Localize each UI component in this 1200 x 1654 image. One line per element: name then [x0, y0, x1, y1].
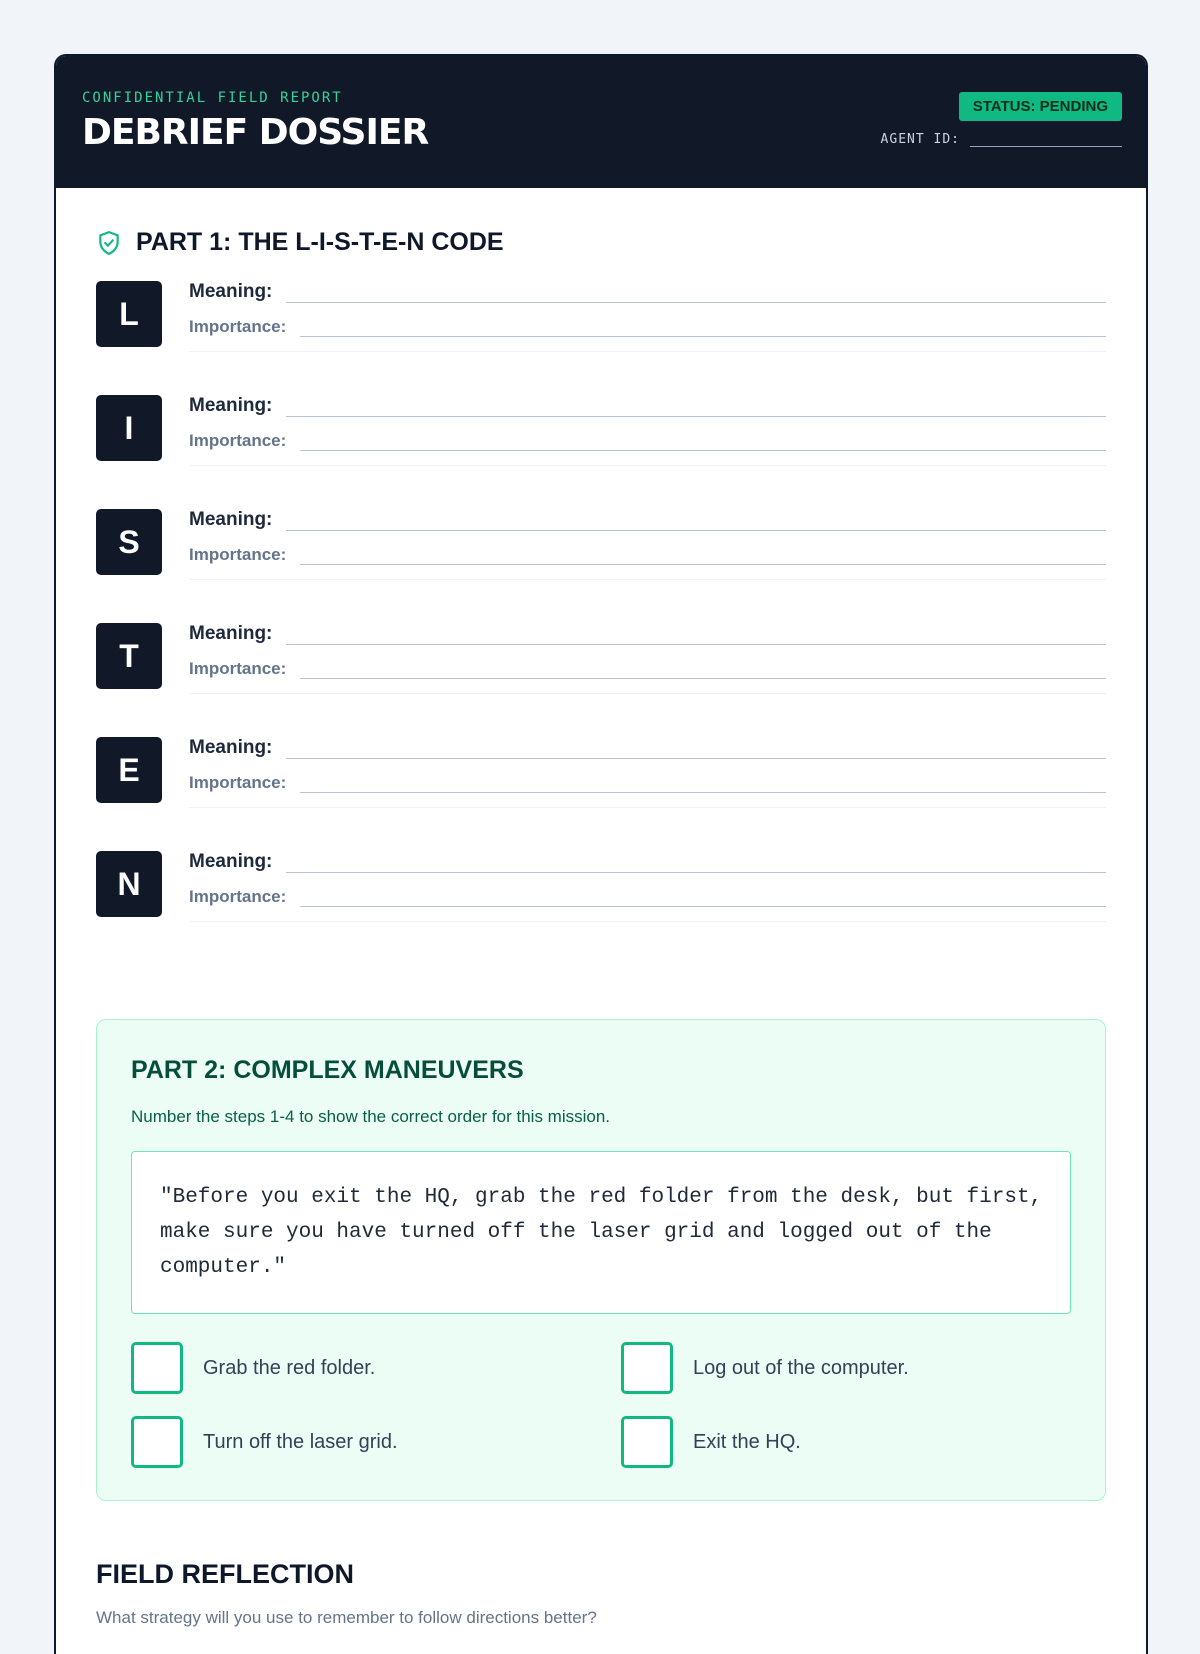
step-label: Grab the red folder.	[203, 1356, 376, 1379]
importance-field[interactable]	[189, 887, 1106, 907]
dossier-header	[56, 56, 1146, 188]
code-row	[96, 737, 1106, 851]
importance-input-line[interactable]	[300, 551, 1106, 565]
dossier-card	[54, 54, 1148, 1654]
step-item	[131, 1342, 581, 1394]
importance-label: Importance:	[189, 887, 287, 906]
importance-input-line[interactable]	[300, 893, 1106, 907]
meaning-label: Meaning:	[189, 395, 273, 416]
meaning-field[interactable]	[189, 623, 1106, 645]
importance-field[interactable]	[189, 431, 1106, 451]
meaning-input-line[interactable]	[286, 517, 1106, 531]
code-fields	[189, 851, 1106, 922]
report-eyebrow: CONFIDENTIAL FIELD REPORT	[82, 90, 343, 106]
code-row	[96, 395, 1106, 509]
agent-id-input-line[interactable]	[970, 135, 1122, 147]
code-letter: I	[96, 395, 162, 461]
code-fields	[189, 281, 1106, 352]
meaning-label: Meaning:	[189, 623, 273, 644]
step-label: Log out of the computer.	[693, 1356, 909, 1379]
meaning-field[interactable]	[189, 851, 1106, 873]
reflection-question: What strategy will you use to remember to follow directions better?	[96, 1608, 597, 1627]
importance-field[interactable]	[189, 659, 1106, 679]
step-number-box[interactable]	[621, 1416, 673, 1468]
meaning-input-line[interactable]	[286, 745, 1106, 759]
code-row	[96, 851, 1106, 965]
meaning-input-line[interactable]	[286, 403, 1106, 417]
importance-input-line[interactable]	[300, 665, 1106, 679]
code-row	[96, 281, 1106, 395]
code-fields	[189, 395, 1106, 466]
page-title: DEBRIEF DOSSIER	[82, 112, 429, 153]
meaning-label: Meaning:	[189, 737, 273, 758]
importance-field[interactable]	[189, 773, 1106, 793]
meaning-field[interactable]	[189, 395, 1106, 417]
status-badge: STATUS: PENDING	[959, 92, 1122, 121]
code-fields	[189, 737, 1106, 808]
part1-title: PART 1: THE L-I-S-T-E-N CODE	[136, 228, 504, 256]
part2-instruction: Number the steps 1-4 to show the correct order for this mission.	[131, 1107, 611, 1126]
agent-id-label: AGENT ID:	[880, 132, 960, 147]
dossier-body	[56, 188, 1146, 1628]
code-letter: T	[96, 623, 162, 689]
importance-input-line[interactable]	[300, 779, 1106, 793]
step-item	[621, 1342, 1071, 1394]
mission-quote: "Before you exit the HQ, grab the red folder from the desk, but first, make sure you have turned off the laser grid and logged out of the computer."	[131, 1151, 1071, 1314]
meaning-field[interactable]	[189, 281, 1106, 303]
importance-label: Importance:	[189, 431, 287, 450]
importance-label: Importance:	[189, 317, 287, 336]
meaning-field[interactable]	[189, 737, 1106, 759]
meaning-input-line[interactable]	[286, 631, 1106, 645]
step-number-box[interactable]	[131, 1342, 183, 1394]
part2-title: PART 2: COMPLEX MANEUVERS	[131, 1056, 524, 1084]
meaning-label: Meaning:	[189, 851, 273, 872]
listen-code-list	[96, 281, 1106, 965]
importance-label: Importance:	[189, 659, 287, 678]
shield-check-icon	[96, 230, 122, 256]
step-label: Turn off the laser grid.	[203, 1430, 398, 1453]
meaning-label: Meaning:	[189, 509, 273, 530]
step-label: Exit the HQ.	[693, 1430, 801, 1453]
agent-id-field[interactable]	[881, 132, 1122, 147]
importance-field[interactable]	[189, 317, 1106, 337]
step-item	[131, 1416, 581, 1468]
part2-panel	[96, 1019, 1106, 1501]
reflection-title: FIELD REFLECTION	[96, 1559, 354, 1589]
importance-input-line[interactable]	[300, 323, 1106, 337]
step-number-box[interactable]	[131, 1416, 183, 1468]
importance-input-line[interactable]	[300, 437, 1106, 451]
meaning-label: Meaning:	[189, 281, 273, 302]
part1-heading	[96, 228, 1106, 257]
step-number-box[interactable]	[621, 1342, 673, 1394]
code-fields	[189, 623, 1106, 694]
code-fields	[189, 509, 1106, 580]
code-row	[96, 509, 1106, 623]
step-item	[621, 1416, 1071, 1468]
code-letter: E	[96, 737, 162, 803]
importance-label: Importance:	[189, 545, 287, 564]
meaning-input-line[interactable]	[286, 289, 1106, 303]
importance-field[interactable]	[189, 545, 1106, 565]
importance-label: Importance:	[189, 773, 287, 792]
step-list	[131, 1342, 1071, 1468]
code-letter: N	[96, 851, 162, 917]
code-letter: L	[96, 281, 162, 347]
code-row	[96, 623, 1106, 737]
meaning-field[interactable]	[189, 509, 1106, 531]
meaning-input-line[interactable]	[286, 859, 1106, 873]
code-letter: S	[96, 509, 162, 575]
